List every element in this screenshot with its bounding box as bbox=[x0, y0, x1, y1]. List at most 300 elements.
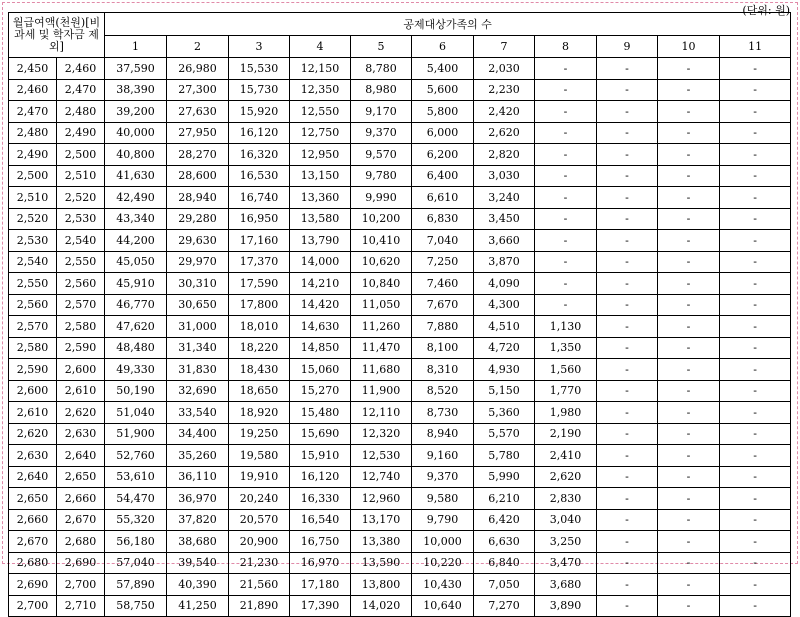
family-count-row bbox=[9, 36, 791, 58]
table-row bbox=[9, 165, 791, 187]
table-row bbox=[9, 423, 791, 445]
tax-cell: 38,390 bbox=[105, 79, 167, 101]
tax-cell: - bbox=[720, 402, 791, 424]
tax-cell: 9,780 bbox=[351, 165, 412, 187]
tax-cell: - bbox=[720, 165, 791, 187]
tax-cell: - bbox=[535, 58, 597, 80]
tax-cell: 48,480 bbox=[105, 337, 167, 359]
wage-from-cell: 2,640 bbox=[9, 466, 57, 488]
table-row bbox=[9, 251, 791, 273]
tax-cell: - bbox=[597, 423, 658, 445]
tax-cell: 11,900 bbox=[351, 380, 412, 402]
wage-from-cell: 2,600 bbox=[9, 380, 57, 402]
tax-cell: - bbox=[597, 359, 658, 381]
wage-from-cell: 2,550 bbox=[9, 273, 57, 295]
family-count-7: 7 bbox=[474, 36, 535, 58]
tax-cell: 9,170 bbox=[351, 101, 412, 123]
tax-cell: 39,540 bbox=[167, 552, 229, 574]
tax-cell: 6,610 bbox=[412, 187, 474, 209]
family-header: 공제대상가족의 수 bbox=[105, 13, 791, 36]
tax-cell: 10,620 bbox=[351, 251, 412, 273]
table-row bbox=[9, 337, 791, 359]
tax-cell: 46,770 bbox=[105, 294, 167, 316]
tax-cell: 9,790 bbox=[412, 509, 474, 531]
tax-cell: 13,360 bbox=[290, 187, 351, 209]
tax-cell: 14,210 bbox=[290, 273, 351, 295]
tax-cell: 3,030 bbox=[474, 165, 535, 187]
tax-cell: 36,110 bbox=[167, 466, 229, 488]
table-row bbox=[9, 58, 791, 80]
tax-cell: 9,570 bbox=[351, 144, 412, 166]
tax-cell: - bbox=[597, 380, 658, 402]
wage-to-cell: 2,580 bbox=[57, 316, 105, 338]
tax-cell: 2,830 bbox=[535, 488, 597, 510]
tax-cell: - bbox=[597, 79, 658, 101]
tax-cell: 8,780 bbox=[351, 58, 412, 80]
family-count-6: 6 bbox=[412, 36, 474, 58]
unit-note: (단위: 원) bbox=[742, 4, 790, 17]
tax-cell: - bbox=[720, 273, 791, 295]
family-count-2: 2 bbox=[167, 36, 229, 58]
tax-cell: 34,400 bbox=[167, 423, 229, 445]
tax-cell: 12,740 bbox=[351, 466, 412, 488]
tax-cell: - bbox=[597, 337, 658, 359]
tax-cell: - bbox=[535, 294, 597, 316]
tax-cell: 12,550 bbox=[290, 101, 351, 123]
tax-cell: 13,590 bbox=[351, 552, 412, 574]
tax-cell: - bbox=[720, 359, 791, 381]
wage-from-cell: 2,540 bbox=[9, 251, 57, 273]
wage-from-cell: 2,520 bbox=[9, 208, 57, 230]
tax-cell: - bbox=[658, 574, 720, 596]
tax-cell: 30,650 bbox=[167, 294, 229, 316]
tax-cell: 4,300 bbox=[474, 294, 535, 316]
tax-cell: - bbox=[720, 423, 791, 445]
tax-cell: - bbox=[535, 273, 597, 295]
tax-cell: 56,180 bbox=[105, 531, 167, 553]
wage-to-cell: 2,560 bbox=[57, 273, 105, 295]
tax-cell: - bbox=[535, 187, 597, 209]
tax-cell: 6,000 bbox=[412, 122, 474, 144]
tax-cell: 3,660 bbox=[474, 230, 535, 252]
tax-cell: 13,790 bbox=[290, 230, 351, 252]
tax-cell: 12,960 bbox=[351, 488, 412, 510]
tax-cell: 2,420 bbox=[474, 101, 535, 123]
tax-cell: 16,540 bbox=[290, 509, 351, 531]
tax-cell: - bbox=[597, 187, 658, 209]
tax-cell: 14,850 bbox=[290, 337, 351, 359]
table-body bbox=[9, 58, 791, 617]
tax-cell: 21,230 bbox=[229, 552, 290, 574]
tax-cell: 32,690 bbox=[167, 380, 229, 402]
tax-cell: 8,100 bbox=[412, 337, 474, 359]
tax-cell: - bbox=[658, 402, 720, 424]
wage-from-cell: 2,450 bbox=[9, 58, 57, 80]
table-row bbox=[9, 402, 791, 424]
tax-cell: 8,940 bbox=[412, 423, 474, 445]
tax-cell: - bbox=[720, 445, 791, 467]
wage-to-cell: 2,520 bbox=[57, 187, 105, 209]
wage-from-cell: 2,530 bbox=[9, 230, 57, 252]
table-row bbox=[9, 79, 791, 101]
wage-from-cell: 2,470 bbox=[9, 101, 57, 123]
table-row bbox=[9, 445, 791, 467]
tax-cell: 3,870 bbox=[474, 251, 535, 273]
tax-cell: - bbox=[720, 380, 791, 402]
tax-cell: 18,430 bbox=[229, 359, 290, 381]
tax-cell: 41,250 bbox=[167, 595, 229, 617]
table-row bbox=[9, 273, 791, 295]
tax-cell: - bbox=[720, 144, 791, 166]
family-count-3: 3 bbox=[229, 36, 290, 58]
wage-header: 월급여액(천원)[비과세 및 학자금 제외] bbox=[9, 13, 105, 58]
tax-cell: - bbox=[720, 122, 791, 144]
table-row bbox=[9, 208, 791, 230]
tax-cell: - bbox=[535, 230, 597, 252]
tax-cell: 13,580 bbox=[290, 208, 351, 230]
wage-to-cell: 2,500 bbox=[57, 144, 105, 166]
tax-cell: 40,000 bbox=[105, 122, 167, 144]
tax-cell: 18,220 bbox=[229, 337, 290, 359]
tax-cell: - bbox=[720, 466, 791, 488]
wage-to-cell: 2,710 bbox=[57, 595, 105, 617]
tax-cell: 16,330 bbox=[290, 488, 351, 510]
tax-cell: 29,970 bbox=[167, 251, 229, 273]
tax-cell: 14,020 bbox=[351, 595, 412, 617]
wage-to-cell: 2,660 bbox=[57, 488, 105, 510]
tax-cell: 9,160 bbox=[412, 445, 474, 467]
tax-cell: 5,990 bbox=[474, 466, 535, 488]
tax-cell: - bbox=[597, 574, 658, 596]
tax-cell: - bbox=[720, 488, 791, 510]
tax-cell: 2,820 bbox=[474, 144, 535, 166]
tax-cell: 11,050 bbox=[351, 294, 412, 316]
tax-cell: 17,180 bbox=[290, 574, 351, 596]
tax-cell: 7,880 bbox=[412, 316, 474, 338]
wage-to-cell: 2,550 bbox=[57, 251, 105, 273]
table-row bbox=[9, 294, 791, 316]
tax-cell: 54,470 bbox=[105, 488, 167, 510]
tax-cell: - bbox=[658, 380, 720, 402]
tax-cell: - bbox=[658, 552, 720, 574]
tax-cell: 10,640 bbox=[412, 595, 474, 617]
tax-cell: 5,150 bbox=[474, 380, 535, 402]
tax-cell: 19,580 bbox=[229, 445, 290, 467]
tax-cell: 17,390 bbox=[290, 595, 351, 617]
tax-cell: - bbox=[658, 316, 720, 338]
family-count-1: 1 bbox=[105, 36, 167, 58]
tax-cell: 16,740 bbox=[229, 187, 290, 209]
tax-cell: - bbox=[658, 509, 720, 531]
family-count-9: 9 bbox=[597, 36, 658, 58]
tax-cell: 36,970 bbox=[167, 488, 229, 510]
wage-to-cell: 2,490 bbox=[57, 122, 105, 144]
tax-cell: 18,650 bbox=[229, 380, 290, 402]
tax-cell: 13,800 bbox=[351, 574, 412, 596]
tax-cell: - bbox=[720, 294, 791, 316]
tax-cell: 18,920 bbox=[229, 402, 290, 424]
tax-cell: 5,800 bbox=[412, 101, 474, 123]
tax-cell: - bbox=[535, 251, 597, 273]
tax-cell: - bbox=[597, 101, 658, 123]
wage-from-cell: 2,620 bbox=[9, 423, 57, 445]
tax-cell: 14,000 bbox=[290, 251, 351, 273]
tax-cell: 31,340 bbox=[167, 337, 229, 359]
tax-cell: 2,620 bbox=[474, 122, 535, 144]
tax-cell: 15,910 bbox=[290, 445, 351, 467]
tax-cell: 10,430 bbox=[412, 574, 474, 596]
tax-cell: - bbox=[658, 423, 720, 445]
tax-cell: - bbox=[658, 208, 720, 230]
family-count-10: 10 bbox=[658, 36, 720, 58]
tax-cell: 29,630 bbox=[167, 230, 229, 252]
tax-cell: - bbox=[597, 122, 658, 144]
wage-from-cell: 2,670 bbox=[9, 531, 57, 553]
table-row bbox=[9, 187, 791, 209]
tax-cell: 15,480 bbox=[290, 402, 351, 424]
tax-cell: - bbox=[597, 165, 658, 187]
tax-cell: 12,320 bbox=[351, 423, 412, 445]
tax-cell: 13,380 bbox=[351, 531, 412, 553]
tax-cell: 10,200 bbox=[351, 208, 412, 230]
tax-cell: 49,330 bbox=[105, 359, 167, 381]
tax-cell: 6,400 bbox=[412, 165, 474, 187]
wage-to-cell: 2,650 bbox=[57, 466, 105, 488]
tax-cell: 11,470 bbox=[351, 337, 412, 359]
tax-cell: 3,250 bbox=[535, 531, 597, 553]
tax-cell: 41,630 bbox=[105, 165, 167, 187]
tax-cell: - bbox=[720, 251, 791, 273]
table-row bbox=[9, 552, 791, 574]
tax-cell: 15,730 bbox=[229, 79, 290, 101]
tax-cell: 17,160 bbox=[229, 230, 290, 252]
tax-cell: - bbox=[597, 230, 658, 252]
tax-cell: - bbox=[720, 509, 791, 531]
wage-from-cell: 2,500 bbox=[9, 165, 57, 187]
tax-cell: 40,800 bbox=[105, 144, 167, 166]
tax-cell: 45,910 bbox=[105, 273, 167, 295]
tax-cell: 7,040 bbox=[412, 230, 474, 252]
tax-cell: - bbox=[720, 531, 791, 553]
table-row bbox=[9, 466, 791, 488]
tax-cell: 47,620 bbox=[105, 316, 167, 338]
tax-cell: 14,420 bbox=[290, 294, 351, 316]
wage-from-cell: 2,660 bbox=[9, 509, 57, 531]
tax-cell: - bbox=[597, 509, 658, 531]
table-row bbox=[9, 509, 791, 531]
tax-cell: 51,040 bbox=[105, 402, 167, 424]
wage-to-cell: 2,610 bbox=[57, 380, 105, 402]
wage-to-cell: 2,510 bbox=[57, 165, 105, 187]
tax-cell: 6,830 bbox=[412, 208, 474, 230]
tax-cell: - bbox=[658, 445, 720, 467]
tax-cell: 10,840 bbox=[351, 273, 412, 295]
tax-cell: 7,270 bbox=[474, 595, 535, 617]
wage-from-cell: 2,570 bbox=[9, 316, 57, 338]
tax-cell: 19,250 bbox=[229, 423, 290, 445]
tax-cell: 13,170 bbox=[351, 509, 412, 531]
tax-cell: - bbox=[597, 251, 658, 273]
wage-to-cell: 2,540 bbox=[57, 230, 105, 252]
tax-cell: 10,000 bbox=[412, 531, 474, 553]
wage-to-cell: 2,530 bbox=[57, 208, 105, 230]
wage-from-cell: 2,610 bbox=[9, 402, 57, 424]
tax-cell: 43,340 bbox=[105, 208, 167, 230]
tax-cell: 27,630 bbox=[167, 101, 229, 123]
tax-cell: 8,980 bbox=[351, 79, 412, 101]
tax-cell: 15,920 bbox=[229, 101, 290, 123]
tax-cell: - bbox=[658, 230, 720, 252]
tax-cell: - bbox=[720, 337, 791, 359]
tax-cell: 44,200 bbox=[105, 230, 167, 252]
tax-cell: 37,590 bbox=[105, 58, 167, 80]
family-count-4: 4 bbox=[290, 36, 351, 58]
wage-to-cell: 2,600 bbox=[57, 359, 105, 381]
tax-cell: 6,630 bbox=[474, 531, 535, 553]
tax-cell: - bbox=[720, 58, 791, 80]
tax-cell: 9,370 bbox=[351, 122, 412, 144]
tax-cell: 28,600 bbox=[167, 165, 229, 187]
tax-cell: - bbox=[658, 273, 720, 295]
tax-cell: 1,980 bbox=[535, 402, 597, 424]
tax-cell: 16,530 bbox=[229, 165, 290, 187]
tax-cell: - bbox=[597, 273, 658, 295]
tax-cell: 1,560 bbox=[535, 359, 597, 381]
wage-from-cell: 2,580 bbox=[9, 337, 57, 359]
tax-cell: - bbox=[597, 595, 658, 617]
wage-from-cell: 2,510 bbox=[9, 187, 57, 209]
wage-to-cell: 2,670 bbox=[57, 509, 105, 531]
table-row bbox=[9, 316, 791, 338]
wage-from-cell: 2,490 bbox=[9, 144, 57, 166]
wage-from-cell: 2,700 bbox=[9, 595, 57, 617]
wage-from-cell: 2,560 bbox=[9, 294, 57, 316]
tax-cell: 6,420 bbox=[474, 509, 535, 531]
tax-cell: 26,980 bbox=[167, 58, 229, 80]
tax-cell: 3,680 bbox=[535, 574, 597, 596]
tax-cell: 21,560 bbox=[229, 574, 290, 596]
tax-cell: 18,010 bbox=[229, 316, 290, 338]
tax-cell: - bbox=[658, 58, 720, 80]
wage-from-cell: 2,690 bbox=[9, 574, 57, 596]
tax-cell: 7,670 bbox=[412, 294, 474, 316]
tax-cell: 12,750 bbox=[290, 122, 351, 144]
tax-cell: - bbox=[535, 122, 597, 144]
tax-cell: - bbox=[720, 574, 791, 596]
tax-table bbox=[8, 12, 791, 617]
tax-cell: - bbox=[597, 144, 658, 166]
tax-cell: 42,490 bbox=[105, 187, 167, 209]
tax-cell: 28,270 bbox=[167, 144, 229, 166]
tax-cell: - bbox=[597, 208, 658, 230]
tax-cell: 17,590 bbox=[229, 273, 290, 295]
tax-cell: - bbox=[597, 488, 658, 510]
tax-cell: - bbox=[720, 79, 791, 101]
tax-cell: - bbox=[658, 488, 720, 510]
tax-cell: - bbox=[658, 122, 720, 144]
tax-cell: 3,240 bbox=[474, 187, 535, 209]
tax-cell: 15,060 bbox=[290, 359, 351, 381]
tax-cell: - bbox=[535, 79, 597, 101]
wage-from-cell: 2,650 bbox=[9, 488, 57, 510]
tax-cell: 16,970 bbox=[290, 552, 351, 574]
tax-cell: 4,720 bbox=[474, 337, 535, 359]
tax-cell: 6,200 bbox=[412, 144, 474, 166]
wage-to-cell: 2,620 bbox=[57, 402, 105, 424]
tax-cell: 3,450 bbox=[474, 208, 535, 230]
table-row bbox=[9, 122, 791, 144]
wage-to-cell: 2,480 bbox=[57, 101, 105, 123]
tax-cell: 16,950 bbox=[229, 208, 290, 230]
tax-cell: - bbox=[597, 445, 658, 467]
tax-cell: 40,390 bbox=[167, 574, 229, 596]
wage-to-cell: 2,630 bbox=[57, 423, 105, 445]
wage-from-cell: 2,630 bbox=[9, 445, 57, 467]
tax-cell: 57,890 bbox=[105, 574, 167, 596]
tax-cell: 31,830 bbox=[167, 359, 229, 381]
tax-cell: 12,110 bbox=[351, 402, 412, 424]
tax-cell: 9,580 bbox=[412, 488, 474, 510]
wage-to-cell: 2,700 bbox=[57, 574, 105, 596]
tax-cell: 4,510 bbox=[474, 316, 535, 338]
tax-cell: 10,410 bbox=[351, 230, 412, 252]
tax-cell: 50,190 bbox=[105, 380, 167, 402]
tax-cell: 2,410 bbox=[535, 445, 597, 467]
tax-cell: - bbox=[658, 294, 720, 316]
tax-cell: 28,940 bbox=[167, 187, 229, 209]
tax-cell: - bbox=[720, 316, 791, 338]
tax-cell: 45,050 bbox=[105, 251, 167, 273]
table-row bbox=[9, 574, 791, 596]
tax-cell: 7,250 bbox=[412, 251, 474, 273]
tax-cell: 8,730 bbox=[412, 402, 474, 424]
table-row bbox=[9, 101, 791, 123]
tax-cell: 8,520 bbox=[412, 380, 474, 402]
table-row bbox=[9, 488, 791, 510]
wage-from-cell: 2,590 bbox=[9, 359, 57, 381]
tax-cell: 57,040 bbox=[105, 552, 167, 574]
tax-cell: 29,280 bbox=[167, 208, 229, 230]
tax-cell: 58,750 bbox=[105, 595, 167, 617]
table-row bbox=[9, 144, 791, 166]
wage-from-cell: 2,460 bbox=[9, 79, 57, 101]
tax-cell: 31,000 bbox=[167, 316, 229, 338]
table-row bbox=[9, 595, 791, 617]
tax-cell: 55,320 bbox=[105, 509, 167, 531]
tax-cell: 35,260 bbox=[167, 445, 229, 467]
tax-cell: 20,570 bbox=[229, 509, 290, 531]
tax-cell: 9,370 bbox=[412, 466, 474, 488]
table-row bbox=[9, 230, 791, 252]
tax-cell: - bbox=[720, 552, 791, 574]
tax-cell: 27,950 bbox=[167, 122, 229, 144]
tax-cell: 12,950 bbox=[290, 144, 351, 166]
tax-cell: 13,150 bbox=[290, 165, 351, 187]
tax-cell: 38,680 bbox=[167, 531, 229, 553]
tax-cell: - bbox=[720, 101, 791, 123]
tax-cell: 2,620 bbox=[535, 466, 597, 488]
tax-cell: 5,360 bbox=[474, 402, 535, 424]
tax-cell: - bbox=[720, 595, 791, 617]
tax-cell: 3,470 bbox=[535, 552, 597, 574]
tax-cell: - bbox=[535, 144, 597, 166]
tax-cell: 5,400 bbox=[412, 58, 474, 80]
tax-cell: - bbox=[658, 187, 720, 209]
wage-to-cell: 2,640 bbox=[57, 445, 105, 467]
tax-cell: - bbox=[535, 208, 597, 230]
tax-cell: 9,990 bbox=[351, 187, 412, 209]
tax-cell: 37,820 bbox=[167, 509, 229, 531]
